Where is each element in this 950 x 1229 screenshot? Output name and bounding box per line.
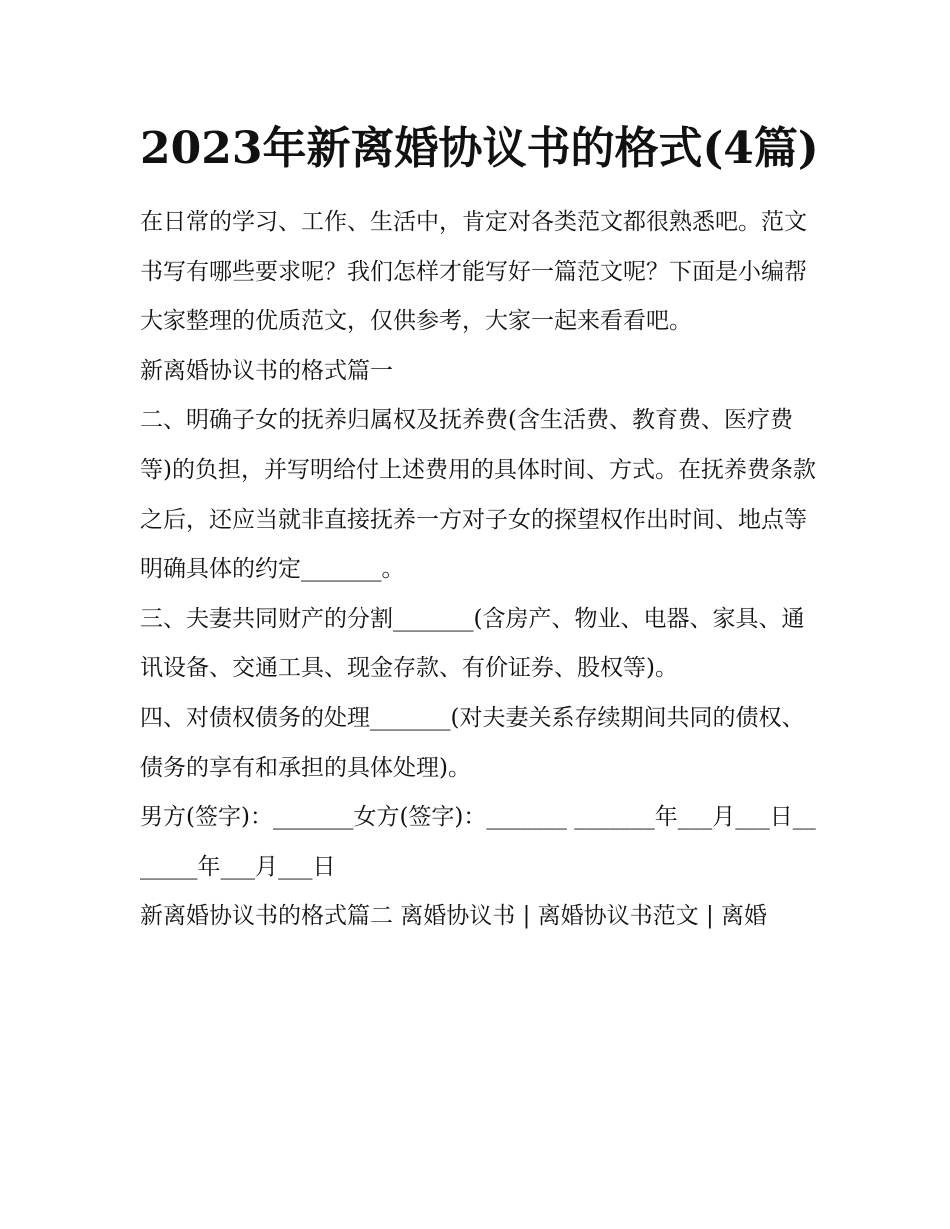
clause-three-paragraph: 三、夫妻共同财产的分割_______(含房产、物业、电器、家具、通讯设备、交通工具、现金存款、有价证券、股权等)。 [140,605,805,682]
signature-line: 男方(签字)：_______女方(签字)：_______ _______年___月___日_______年___月___日 [140,804,816,880]
document-page [140,118,820,942]
clause-four-paragraph: 四、对债权债务的处理_______(对夫妻关系存续期间共同的债权、债务的享有和承担的具体处理)。 [140,704,805,781]
section-heading-part-two: 新离婚协议书的格式篇二 离婚协议书 | 离婚协议书范文 | 离婚 [140,903,768,930]
intro-paragraph: 在日常的学习、工作、生活中，肯定对各类范文都很熟悉吧。范文书写有哪些要求呢？我们怎样才能写好一篇范文呢？下面是小编帮大家整理的优质范文，仅供参考，大家一起来看看吧。 [140,209,807,335]
document-title: 2023年新离婚协议书的格式(4篇) [140,123,819,174]
clause-two-paragraph: 二、明确子女的抚养归属权及抚养费(含生活费、教育费、医疗费等)的负担，并写明给付上述费用的具体时间、方式。在抚养费条款之后，还应当就非直接抚养一方对子女的探望权作出时间、地点等明确具体的约定_______。 [140,407,816,583]
section-heading-part-one: 新离婚协议书的格式篇一 [140,357,393,384]
